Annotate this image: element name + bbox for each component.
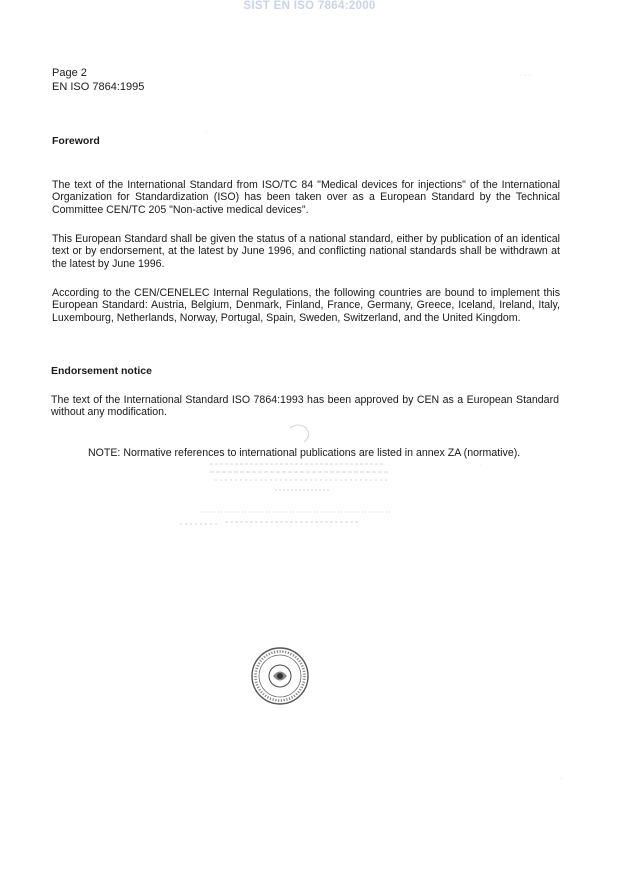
foreword-paragraph: The text of the International Standard from ISO/TC 84 "Medical devices for injections" of the International Organization for Standardization (ISO) has been taken over as a European Standard by the Technical Committee CEN/TC 205 "Non-active medical devices". — [52, 179, 560, 216]
foreword-heading: Foreword — [52, 135, 100, 147]
faint-stamp-image — [180, 420, 410, 540]
scan-speck: · · · — [520, 72, 531, 79]
endorsement-paragraph: The text of the International Standard ISO 7864:1993 has been approved by CEN as a European Standard without any modification. — [51, 394, 559, 419]
page-header — [52, 66, 144, 94]
official-seal-image — [250, 646, 310, 706]
normative-note: NOTE: Normative references to international publications are listed in annex ZA (normative). — [88, 447, 521, 459]
standard-code: EN ISO 7864:1995 — [52, 81, 145, 93]
page-number: Page 2 — [52, 67, 87, 79]
foreword-paragraph: This European Standard shall be given the status of a national standard, either by publication of an identical text or by endorsement, at the latest by June 1996, and conflicting national standards shall be withdrawn at the latest by June 1996. — [52, 233, 560, 270]
scan-speck: · — [480, 462, 483, 469]
endorsement-heading: Endorsement notice — [51, 365, 152, 377]
watermark: SIST EN ISO 7864:2000 — [243, 0, 376, 12]
foreword-paragraph: According to the CEN/CENELEC Internal Regulations, the following countries are bound to implement this European Standard: Austria, Belgium, Denmark, Finland, France, Germany, Greece, Iceland, Ireland, Italy, Luxembourg, Netherlands, Norway, Portugal, Spain, Sweden, Switzerland, and the United Kingdom. — [52, 287, 560, 324]
scan-speck: · — [205, 128, 208, 135]
scan-speck: · — [560, 775, 563, 782]
